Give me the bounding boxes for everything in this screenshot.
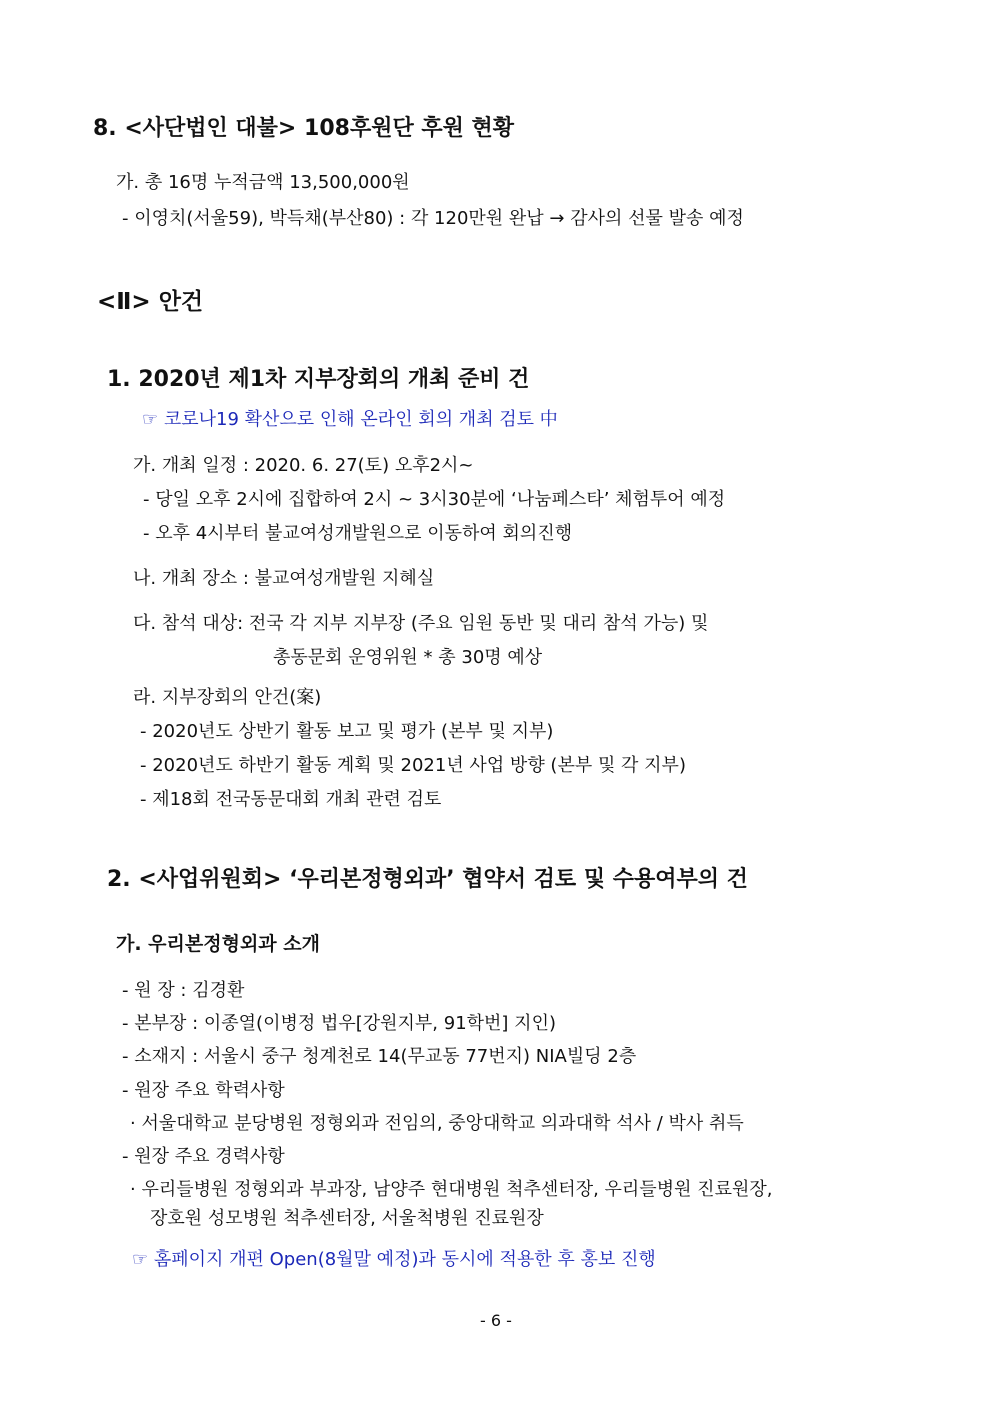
agenda-1-note: ☞ 코로나19 확산으로 인해 온라인 회의 개최 검토 中	[142, 409, 558, 430]
agenda-1-da-continued: 총동문회 운영위원 * 총 30명 예상	[273, 647, 543, 668]
section-8-bullet: - 이영치(서울59), 박득채(부산80) : 각 120만원 완납 → 감사의 선물 발송 예정	[122, 208, 744, 229]
agenda-2-line: - 소재지 : 서울시 중구 청계천로 14(무교동 77번지) NIA빌딩 2층	[122, 1046, 637, 1067]
agenda-2-line: · 우리들병원 정형외과 부과장, 남양주 현대병원 척추센터장, 우리들병원 진료원장,	[130, 1179, 773, 1200]
agenda-1-da: 다. 참석 대상: 전국 각 지부 지부장 (주요 임원 동반 및 대리 참석 가능) 및	[133, 613, 709, 634]
agenda-1-ra-bullet: - 2020년도 하반기 활동 계획 및 2021년 사업 방향 (본부 및 각 지부)	[140, 755, 686, 776]
agenda-1-ra: 라. 지부장회의 안건(案)	[133, 687, 322, 708]
agenda-2-line: - 원장 주요 학력사항	[122, 1080, 285, 1101]
agenda-2-line: - 원 장 : 김경환	[122, 980, 245, 1001]
agenda-2-line: · 서울대학교 분당병원 정형외과 전임의, 중앙대학교 의과대학 석사 / 박사 취득	[130, 1113, 744, 1134]
agenda-2-ga: 가. 우리본정형외과 소개	[116, 933, 320, 955]
agenda-2-line: 장호원 성모병원 척추센터장, 서울척병원 진료원장	[150, 1208, 544, 1229]
agenda-1-heading: 1. 2020년 제1차 지부장회의 개최 준비 건	[107, 367, 530, 392]
agenda-1-ga-bullet: - 당일 오후 2시에 집합하여 2시 ~ 3시30분에 ‘나눔페스타’ 체험투어 예정	[143, 489, 726, 510]
part-2-heading: <Ⅱ> 안건	[97, 289, 204, 315]
agenda-1-na: 나. 개최 장소 : 불교여성개발원 지혜실	[133, 568, 435, 589]
agenda-1-ra-bullet: - 제18회 전국동문대회 개최 관련 검토	[140, 789, 442, 810]
agenda-1-ga-bullet: - 오후 4시부터 불교여성개발원으로 이동하여 회의진행	[143, 523, 573, 544]
agenda-2-line: - 본부장 : 이종열(이병정 법우[강원지부, 91학번] 지인)	[122, 1013, 556, 1034]
agenda-2-note: ☞ 홈페이지 개편 Open(8월말 예정)과 동시에 적용한 후 홍보 진행	[132, 1249, 656, 1270]
agenda-1-ra-bullet: - 2020년도 상반기 활동 보고 및 평가 (본부 및 지부)	[140, 721, 554, 742]
section-8-heading: 8. <사단법인 대불> 108후원단 후원 현황	[93, 116, 515, 141]
section-8-item-ga: 가. 총 16명 누적금액 13,500,000원	[116, 172, 410, 193]
agenda-2-heading: 2. <사업위원회> ‘우리본정형외과’ 협약서 검토 및 수용여부의 건	[107, 867, 748, 892]
agenda-1-ga: 가. 개최 일정 : 2020. 6. 27(토) 오후2시~	[133, 455, 474, 476]
agenda-2-line: - 원장 주요 경력사항	[122, 1146, 285, 1167]
page-number: - 6 -	[480, 1311, 512, 1330]
